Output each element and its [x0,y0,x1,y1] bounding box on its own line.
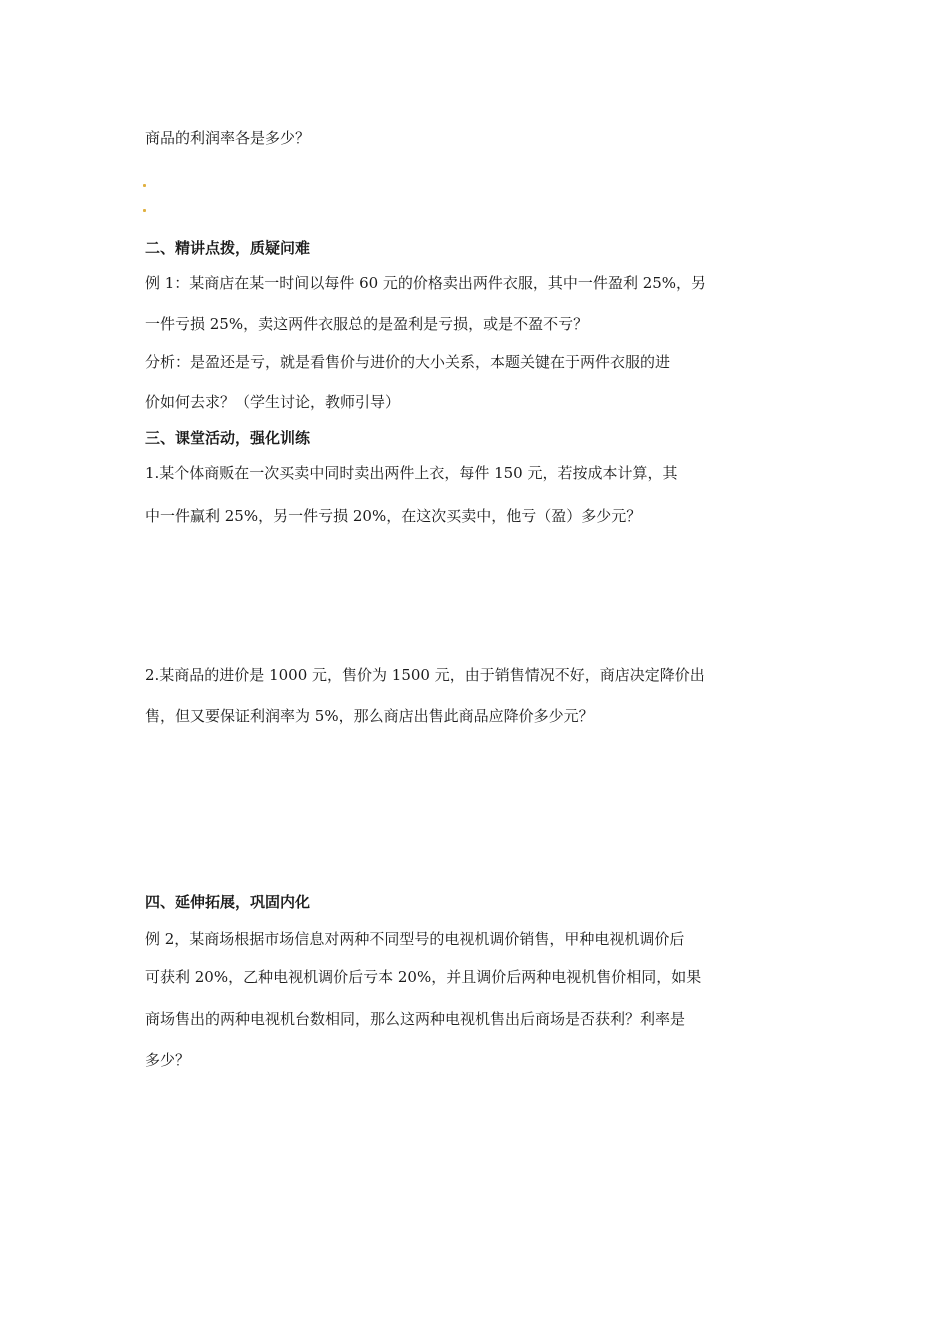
section-heading-2: 二、精讲点拨，质疑问难 [145,239,311,257]
analysis-line-1: 分析：是盈还是亏，就是看售价与进价的大小关系，本题关键在于两件衣服的进 [145,353,671,371]
exercise-2-line-2: 售，但又要保证利润率为 5%，那么商店出售此商品应降价多少元？ [145,707,594,725]
example-2-line-2: 可获利 20%，乙种电视机调价后亏本 20%，并且调价后两种电视机售价相同，如果 [145,968,702,986]
exercise-1-line-2: 中一件赢利 25%，另一件亏损 20%，在这次买卖中，他亏（盈）多少元？ [145,507,642,525]
example-2-line-3: 商场售出的两种电视机台数相同，那么这两种电视机售出后商场是否获利？利率是 [145,1010,686,1028]
marker-dot [143,184,146,187]
exercise-2-line-1: 2.某商品的进价是 1000 元，售价为 1500 元，由于销售情况不好，商店决定降价出 [145,666,705,684]
section-heading-4: 四、延伸拓展，巩固内化 [145,893,311,911]
analysis-line-2: 价如何去求？（学生讨论，教师引导） [145,393,401,411]
example-1-line-1: 例 1：某商店在某一时间以每件 60 元的价格卖出两件衣服，其中一件盈利 25%，另 [145,274,707,292]
marker-dot [143,209,146,212]
question-tail: 商品的利润率各是多少？ [145,129,311,147]
section-heading-3: 三、课堂活动，强化训练 [145,429,311,447]
example-2-line-4: 多少？ [145,1051,191,1069]
exercise-1-line-1: 1.某个体商贩在一次买卖中同时卖出两件上衣，每件 150 元，若按成本计算，其 [145,464,678,482]
example-1-line-2: 一件亏损 25%，卖这两件衣服总的是盈利是亏损，或是不盈不亏？ [145,315,589,333]
example-2-line-1: 例 2，某商场根据市场信息对两种不同型号的电视机调价销售，甲种电视机调价后 [145,930,685,948]
